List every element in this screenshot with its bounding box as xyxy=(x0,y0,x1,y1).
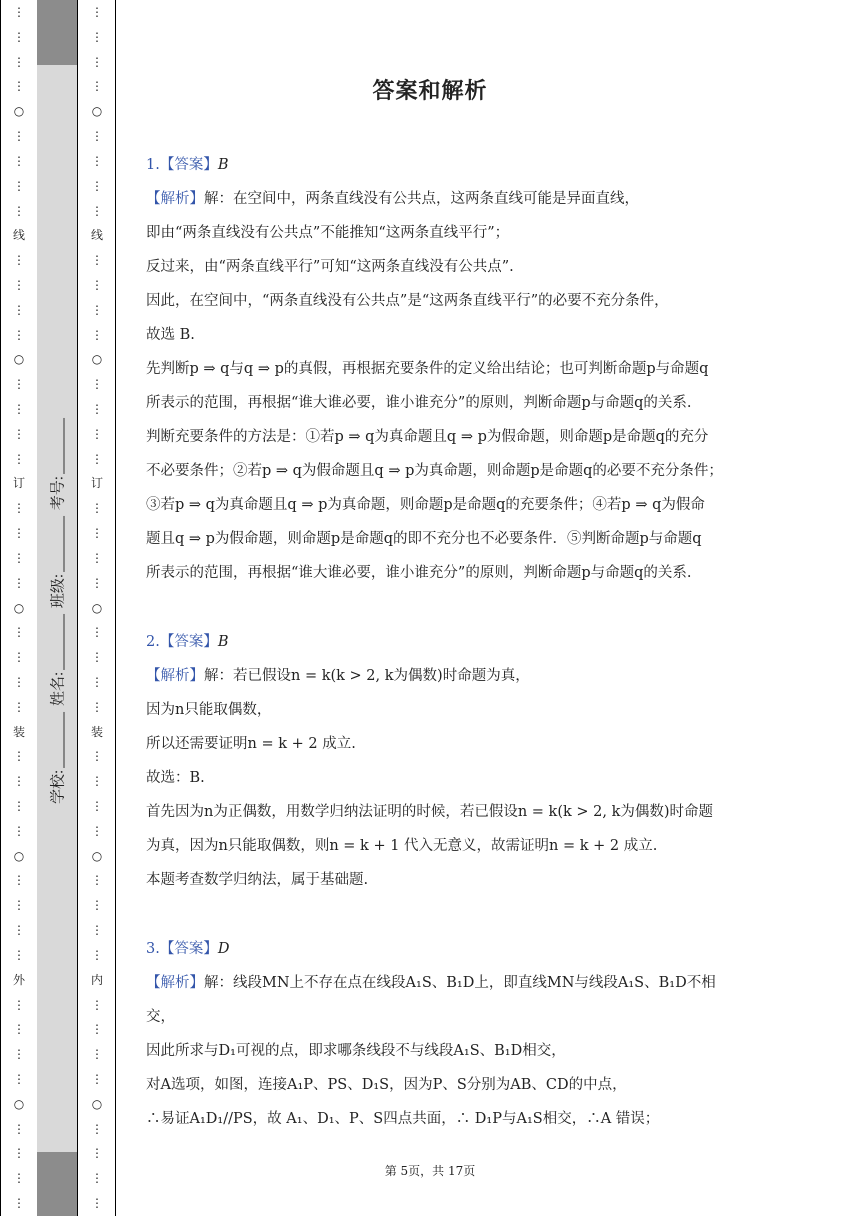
analysis-text: 判断充要条件的方法是：①若p ⇒ q为真命题且q ⇒ p为假命题，则命题p是命题q的充分 xyxy=(146,429,709,445)
analysis-line xyxy=(146,352,726,386)
answer-tag: 【答案】 xyxy=(159,941,218,957)
analysis-line xyxy=(146,761,726,795)
outer-binding-mark: ⋮ xyxy=(13,526,25,541)
outer-binding-mark: ⋮ xyxy=(13,79,25,94)
analysis-text: 故选：B. xyxy=(146,770,205,786)
analysis-text: 所表示的范围，再根据“谁大谁必要，谁小谁充分”的原则，判断命题p与命题q的关系. xyxy=(146,565,692,581)
page-title: 答案和解析 xyxy=(372,79,488,104)
analysis-text: 不必要条件；②若p ⇒ q为假命题且q ⇒ p为真命题，则命题p是命题q的必要不充分条件； xyxy=(146,463,723,479)
analysis-line xyxy=(146,318,726,352)
inner-binding-mark: ⋮ xyxy=(91,526,103,541)
outer-binding-mark: ⋮ xyxy=(13,501,25,516)
analysis-text: 即由“两条直线没有公共点”不能推知“这两条直线平行”； xyxy=(146,225,510,241)
outer-binding-mark: ⋮ xyxy=(13,947,25,962)
inner-binding-mark: 装 xyxy=(90,724,103,739)
inner-binding-mark: ⋮ xyxy=(91,153,103,168)
inner-binding-mark: ⋮ xyxy=(91,129,103,144)
outer-binding-mark: ⋮ xyxy=(13,1196,25,1210)
outer-binding-mark: 线 xyxy=(12,228,25,243)
inner-binding-mark: ⋮ xyxy=(91,402,103,416)
school-blank xyxy=(64,712,65,768)
outer-binding-mark: 装 xyxy=(12,724,25,739)
analysis-line xyxy=(146,522,726,556)
analysis-line xyxy=(146,284,726,318)
outer-binding-mark: ⋮ xyxy=(13,5,25,19)
question-number: 3. xyxy=(146,941,160,957)
inner-binding-mark: ⋮ xyxy=(91,277,103,292)
analysis-text: 对A选项，如图，连接A₁P、PS、D₁S，因为P、S分别为AB、CD的中点， xyxy=(146,1077,627,1093)
answer-tag: 【答案】 xyxy=(159,157,218,173)
analysis-line xyxy=(146,829,726,863)
inner-binding-mark: ⋮ xyxy=(91,674,103,689)
outer-binding-mark: ○ xyxy=(13,104,25,119)
analysis-line xyxy=(146,1102,726,1136)
inner-binding-mark: ○ xyxy=(91,848,103,863)
inner-binding-mark: ⋮ xyxy=(91,5,103,19)
outer-binding-mark: ⋮ xyxy=(13,625,25,640)
inner-binding-mark: ⋮ xyxy=(91,823,103,838)
outer-binding-mark: ⋮ xyxy=(13,153,25,168)
inner-binding-mark: ⋮ xyxy=(91,799,103,813)
inner-binding-mark: ○ xyxy=(91,104,103,119)
inner-binding-mark: ⋮ xyxy=(91,327,103,342)
analysis-line xyxy=(146,182,726,216)
inner-binding-mark: ⋮ xyxy=(91,774,103,789)
analysis-line xyxy=(146,727,726,761)
question-number: 2. xyxy=(146,634,160,650)
analysis-text: 因为n只能取偶数， xyxy=(146,702,272,718)
outer-binding-mark: ⋮ xyxy=(13,451,25,466)
binding-strip-top xyxy=(37,0,77,65)
analysis-tag: 【解析】 xyxy=(146,191,204,207)
analysis-line xyxy=(146,1000,726,1034)
analysis-text: 本题考查数学归纳法，属于基础题. xyxy=(146,872,369,888)
inner-binding-mark: 内 xyxy=(90,972,103,987)
outer-binding-mark: ⋮ xyxy=(13,178,25,193)
inner-binding-mark: ⋮ xyxy=(91,997,103,1012)
analysis-text: 因此所求与D₁可视的点，即求哪条线段不与线段A₁S、B₁D相交， xyxy=(146,1043,566,1059)
inner-binding-mark: ⋮ xyxy=(91,749,103,764)
class-label: 班级: xyxy=(50,573,67,609)
outer-binding-mark: ⋮ xyxy=(13,873,25,888)
answer-line xyxy=(146,625,726,659)
name-label: 姓名: xyxy=(50,671,67,707)
analysis-tag: 【解析】 xyxy=(146,975,204,991)
outer-binding-mark: ⋮ xyxy=(13,674,25,689)
inner-binding-mark: ⋮ xyxy=(91,650,103,665)
analysis-line xyxy=(146,386,726,420)
answer-content xyxy=(146,148,726,1136)
analysis-text: 反过来，由“两条直线平行”可知“这两条直线没有公共点”. xyxy=(146,259,514,275)
inner-binding-mark: ⋮ xyxy=(91,1171,103,1186)
analysis-text: 因此，在空间中，“两条直线没有公共点”是“这两条直线平行”的必要不充分条件， xyxy=(146,293,669,309)
outer-binding-mark: ⋮ xyxy=(13,327,25,342)
exam-no-label: 考号: xyxy=(50,476,67,511)
inner-binding-mark: ⋮ xyxy=(91,29,103,44)
inner-binding-mark: ⋮ xyxy=(91,1146,103,1161)
outer-binding-mark: ⋮ xyxy=(13,749,25,764)
outer-binding-mark: ⋮ xyxy=(13,1047,25,1062)
question-number: 1. xyxy=(146,157,160,173)
analysis-line xyxy=(146,966,726,1000)
outer-binding-mark: ⋮ xyxy=(13,426,25,441)
inner-binding-mark: ○ xyxy=(91,600,103,615)
analysis-line xyxy=(146,454,726,488)
answer-value: D xyxy=(217,941,230,957)
binding-rule-left xyxy=(0,0,1,1216)
answer-value: B xyxy=(217,634,229,650)
outer-binding-mark: ⋮ xyxy=(13,997,25,1012)
inner-binding-mark: ⋮ xyxy=(91,178,103,193)
inner-binding-mark: ⋮ xyxy=(91,302,103,317)
inner-binding-mark: ○ xyxy=(91,352,103,367)
inner-binding-mark: 订 xyxy=(90,476,103,491)
analysis-line xyxy=(146,556,726,590)
outer-binding-mark: ⋮ xyxy=(13,253,25,268)
inner-binding-mark: ⋮ xyxy=(91,1121,103,1136)
outer-binding-mark: ⋮ xyxy=(13,550,25,565)
class-blank xyxy=(64,516,65,572)
answer-value: B xyxy=(217,157,229,173)
inner-binding-mark: ⋮ xyxy=(91,54,103,69)
inner-binding-mark: ⋮ xyxy=(91,501,103,516)
analysis-text: 为真，因为n只能取偶数，则n = k + 1 代入无意义，故需证明n = k + 2 成立. xyxy=(146,838,658,854)
inner-binding-mark: ⋮ xyxy=(91,203,103,218)
outer-binding-mark: ⋮ xyxy=(13,54,25,69)
question-gap xyxy=(146,590,726,625)
analysis-line xyxy=(146,863,726,897)
answer-line xyxy=(146,932,726,966)
outer-binding-mark: ⋮ xyxy=(13,1022,25,1037)
outer-binding-mark: ⋮ xyxy=(13,377,25,392)
outer-binding-mark: ⋮ xyxy=(13,898,25,913)
analysis-line xyxy=(146,693,726,727)
outer-binding-mark: ⋮ xyxy=(13,1146,25,1161)
analysis-line xyxy=(146,216,726,250)
page-footer: 第 5页，共 17页 xyxy=(384,1164,476,1178)
inner-binding-mark: ⋮ xyxy=(91,377,103,392)
outer-binding-mark: ○ xyxy=(13,1096,25,1111)
outer-binding-mark: ⋮ xyxy=(13,277,25,292)
inner-binding-mark: ⋮ xyxy=(91,947,103,962)
analysis-text: 解：若已假设n = k(k > 2, k为偶数)时命题为真， xyxy=(204,668,530,684)
inner-binding-mark: ○ xyxy=(91,1096,103,1111)
analysis-text: 解：在空间中，两条直线没有公共点，这两条直线可能是异面直线， xyxy=(204,191,639,207)
outer-binding-mark: ⋮ xyxy=(13,29,25,44)
outer-binding-mark: ⋮ xyxy=(13,302,25,317)
inner-binding-mark: ⋮ xyxy=(91,873,103,888)
analysis-line xyxy=(146,488,726,522)
outer-binding-mark: ⋮ xyxy=(13,699,25,714)
inner-binding-mark: ⋮ xyxy=(91,1196,103,1210)
analysis-line xyxy=(146,250,726,284)
analysis-text: ∴易证A₁D₁//PS，故 A₁、D₁、P、S四点共面，∴ D₁P与A₁S相交，∴A 错误； xyxy=(146,1111,660,1127)
inner-binding-mark: ⋮ xyxy=(91,1071,103,1086)
outer-binding-mark: 外 xyxy=(12,972,25,987)
analysis-text: 首先因为n为正偶数，用数学归纳法证明的时候，若已假设n = k(k > 2, k为偶数)时命题 xyxy=(146,804,714,820)
analysis-text: 解：线段MN上不存在点在线段A₁S、B₁D上，即直线MN与线段A₁S、B₁D不相 xyxy=(204,975,716,991)
analysis-text: ③若p ⇒ q为真命题且q ⇒ p为真命题，则命题p是命题q的充要条件；④若p ⇒ q为假命 xyxy=(146,497,705,513)
outer-binding-mark: ⋮ xyxy=(13,1121,25,1136)
inner-binding-mark: ⋮ xyxy=(91,253,103,268)
inner-binding-mark: ⋮ xyxy=(91,79,103,94)
outer-binding-mark: ⋮ xyxy=(13,129,25,144)
inner-binding-mark: ⋮ xyxy=(91,550,103,565)
inner-binding-mark: 线 xyxy=(90,228,103,243)
outer-binding-mark: ⋮ xyxy=(13,650,25,665)
inner-binding-marks xyxy=(87,0,107,1216)
analysis-line xyxy=(146,795,726,829)
outer-binding-mark: ○ xyxy=(13,600,25,615)
analysis-line xyxy=(146,420,726,454)
outer-binding-mark: ⋮ xyxy=(13,799,25,813)
analysis-line xyxy=(146,1068,726,1102)
outer-binding-mark: ⋮ xyxy=(13,402,25,416)
inner-binding-mark: ⋮ xyxy=(91,1022,103,1037)
outer-binding-mark: ⋮ xyxy=(13,203,25,218)
analysis-tag: 【解析】 xyxy=(146,668,204,684)
outer-binding-mark: ○ xyxy=(13,352,25,367)
inner-binding-mark: ⋮ xyxy=(91,451,103,466)
exam-no-blank xyxy=(64,418,65,474)
outer-binding-marks xyxy=(9,0,29,1216)
analysis-line xyxy=(146,659,726,693)
name-blank xyxy=(64,614,65,670)
outer-binding-mark: ⋮ xyxy=(13,823,25,838)
analysis-text: 所表示的范围，再根据“谁大谁必要，谁小谁充分”的原则，判断命题p与命题q的关系. xyxy=(146,395,692,411)
inner-binding-mark: ⋮ xyxy=(91,426,103,441)
binding-rule-2 xyxy=(77,0,78,1216)
answer-tag: 【答案】 xyxy=(159,634,218,650)
inner-binding-mark: ⋮ xyxy=(91,625,103,640)
analysis-text: 所以还需要证明n = k + 2 成立. xyxy=(146,736,356,752)
outer-binding-mark: ⋮ xyxy=(13,1171,25,1186)
analysis-line xyxy=(146,1034,726,1068)
binding-rule-3 xyxy=(115,0,116,1216)
analysis-text: 交， xyxy=(146,1009,175,1025)
inner-binding-mark: ⋮ xyxy=(91,1047,103,1062)
outer-binding-mark: ⋮ xyxy=(13,575,25,590)
inner-binding-mark: ⋮ xyxy=(91,898,103,913)
outer-binding-mark: 订 xyxy=(12,476,25,491)
question-gap xyxy=(146,897,726,932)
analysis-text: 先判断p ⇒ q与q ⇒ p的真假，再根据充要条件的定义给出结论；也可判断命题p与命题q xyxy=(146,361,709,377)
inner-binding-mark: ⋮ xyxy=(91,923,103,938)
inner-binding-mark: ⋮ xyxy=(91,699,103,714)
analysis-text: 故选 B. xyxy=(146,327,195,343)
outer-binding-mark: ⋮ xyxy=(13,1071,25,1086)
student-info-fields xyxy=(42,390,72,830)
outer-binding-mark: ⋮ xyxy=(13,923,25,938)
outer-binding-mark: ○ xyxy=(13,848,25,863)
outer-binding-mark: ⋮ xyxy=(13,774,25,789)
inner-binding-mark: ⋮ xyxy=(91,575,103,590)
analysis-text: 题且q ⇒ p为假命题，则命题p是命题q的即不充分也不必要条件．⑤判断命题p与命题q xyxy=(146,531,702,547)
school-label: 学校: xyxy=(50,769,67,804)
answer-line xyxy=(146,148,726,182)
